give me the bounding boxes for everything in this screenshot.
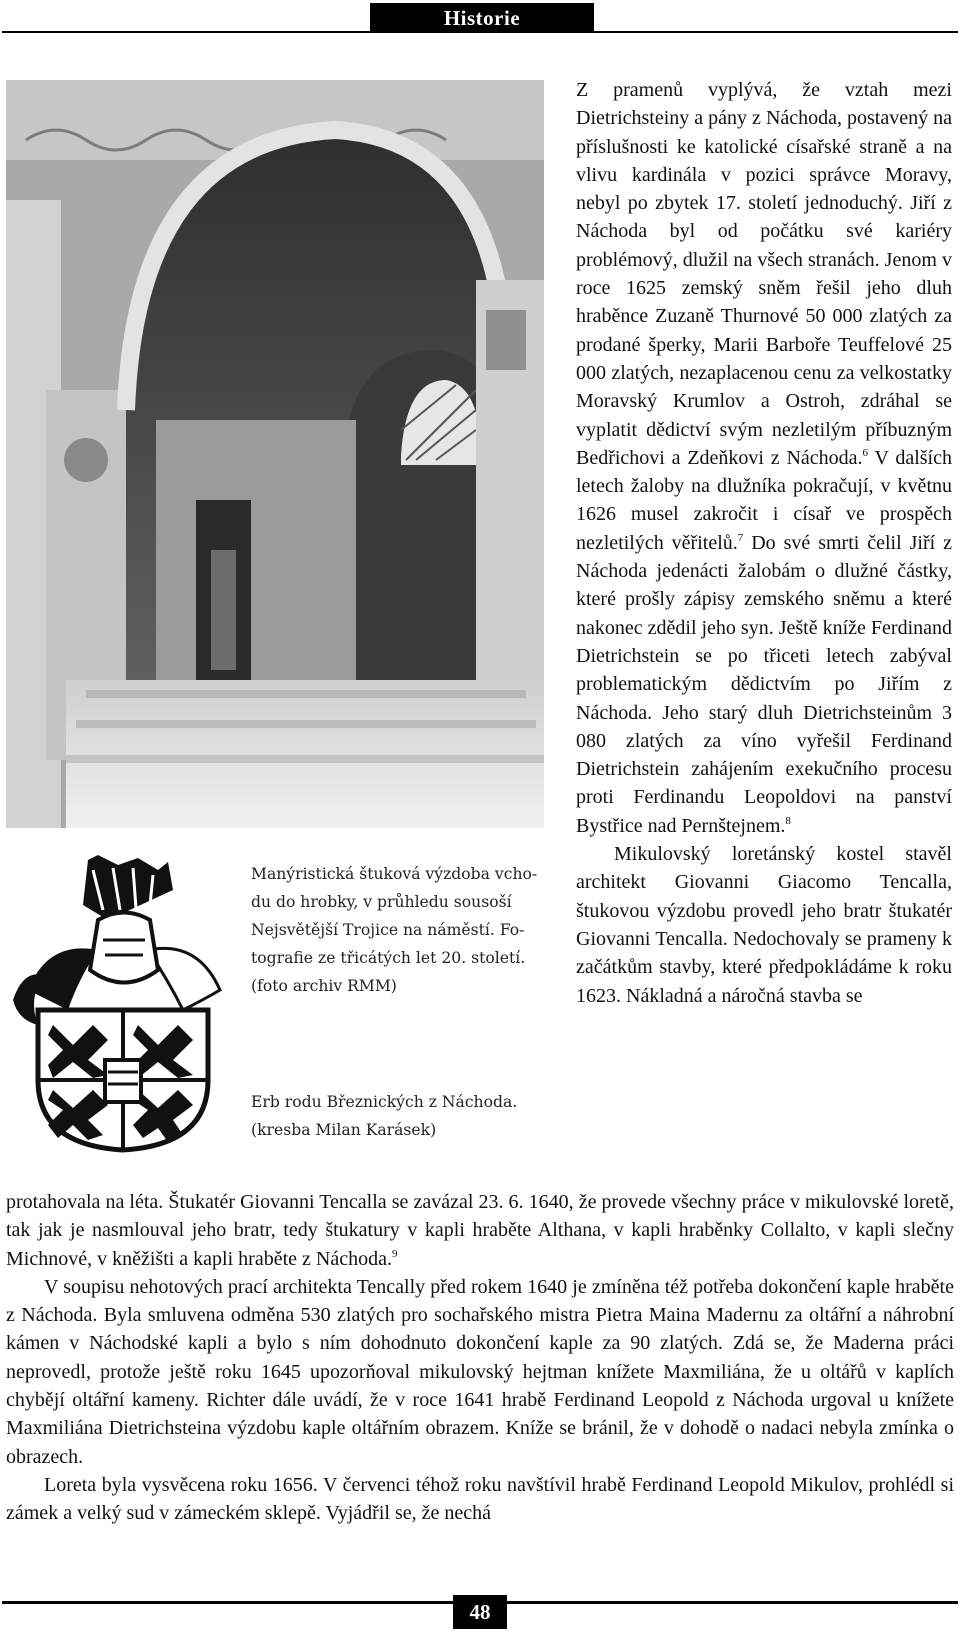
caption-line: Nejsvětější Trojice na náměstí. Fo- xyxy=(251,921,525,939)
caption-line: tografie ze třicátých let 20. století. xyxy=(251,949,526,967)
section-title: Historie xyxy=(370,3,594,33)
caption-line: Manýristická štuková výzdoba vcho- xyxy=(251,865,538,883)
paragraph: Loreta byla vysvěcena roku 1656. V červenci téhož roku navštívil hrabě Ferdinand Leopold Mikulov, prohlédl si zámek a velký sud v zámeckém sklepě. Vyjádřil se, že nechá xyxy=(6,1473,954,1525)
archway-photo-icon xyxy=(6,80,544,828)
text-run: V dalších letech žaloby na dlužníka pokračují, v květnu 1626 musel zakročit i císař ve prospěch nezletilých věřitelů. xyxy=(576,446,952,554)
photo-caption xyxy=(251,860,547,1000)
coat-caption xyxy=(251,1088,547,1144)
paragraph xyxy=(6,1188,954,1273)
caption-line: (foto archiv RMM) xyxy=(251,977,397,995)
footnote-ref: 8 xyxy=(785,814,791,827)
caption-line: du do hrobky, v průhledu sousoší xyxy=(251,893,512,911)
paragraph xyxy=(576,76,952,840)
footnote-ref: 7 xyxy=(737,531,744,544)
text-run: Z pramenů vyplývá, že vztah mezi Dietrichsteiny a pány z Náchoda, postavený na příslušnosti ke katolické císařské straně a na vlivu kardinála v pozici správce Moravy, nebyl po zbytek 17. století jednoduchý. Jiří z Náchoda byl od počátku své kariéry problémový, dlužil na všech stranách. Jenom v roce 1625 zemský sněm řešil jeho dluh hraběnce Zuzaně Thurnové 50 000 zlatých za prodané šperky, Marii Barboře Teuffelové 25 000 zlatých, nezaplacenou cenu za velkostatky Moravský Krumlov a Ostroh, zdráhal se vyplatit dědictví svým nezletilým příbuzným Bedřichovi a Zdeňkovi z Náchoda. xyxy=(576,79,952,469)
paragraph: V soupisu nehotových prací architekta Tencally před rokem 1640 je zmíněna též potřeba dokončení kaple hraběte z Náchoda. Byla smluvena odměna 530 zlatých pro sochařského mistra Pietra Maina Madernu za oltářní a náhrobní kámen v Náchodské kapli a bylo s ním dohodnuto dokončení kaple za 90 zlatých. Zdá se, že Maderna práci neprovedl, protože ještě roku 1645 upozorňoval mikulovský hejtman knížete Maxmiliána, že u oltářů v kaplích chybějí oltářní kameny. Richter dále uvádí, že v roce 1641 hrabě Ferdinand Leopold z Náchoda urgoval u knížete Maxmiliána Dietrichsteina výzdobu kaple oltářním obrazem. Kníže se bránil, že v dohodě o nadaci nebyla zmínka o obrazech. xyxy=(6,1275,954,1468)
caption-line: Erb rodu Březnických z Náchoda. xyxy=(251,1093,518,1111)
full-width-text xyxy=(6,1188,954,1528)
text-run: Do své smrti čelil Jiří z Náchoda jedenácti žalobám o dlužné částky, které prošly zápisy zemského sněmu a které nakonec zdědil jeho syn. Ještě kníže Ferdinand Dietrichstein se po třiceti letech zabýval problematickým dědictvím po Jiřím z Náchoda. Jeho starý dluh Dietrichsteinům 3 080 zlatých za víno vyřešil Ferdinand Dietrichstein zahájením exekučního procesu proti Ferdinandu Leopoldovi na panství Bystřice nad Pernštejnem. xyxy=(576,531,952,837)
footnote-ref: 9 xyxy=(391,1247,398,1260)
caption-line: (kresba Milan Karásek) xyxy=(251,1121,437,1139)
coat-of-arms-icon xyxy=(8,850,240,1155)
page-number: 48 xyxy=(453,1595,507,1629)
paragraph: Mikulovský loretánský kostel stavěl architekt Giovanni Giacomo Tencalla, štukovou výzdobu provedl jeho bratr štukatér Giovanni Tencalla. Nedochovaly se prameny k začátkům stavby, které předpokládáme k roku 1623. Nákladná a náročná stavba se xyxy=(576,843,952,1007)
footnote-ref: 6 xyxy=(862,446,869,459)
text-column xyxy=(576,76,952,1010)
text-run: protahovala na léta. Štukatér Giovanni Tencalla se zavázal 23. 6. 1640, že provede všechny práce v mikulovské loretě, tak jak je nasmlouval jeho bratr, tedy štukatury v kapli hraběte Althana, v kapli hraběnky Collalto, v kapli slečny Michnové, v kněžišti a kapli hraběte z Náchoda. xyxy=(6,1191,954,1270)
